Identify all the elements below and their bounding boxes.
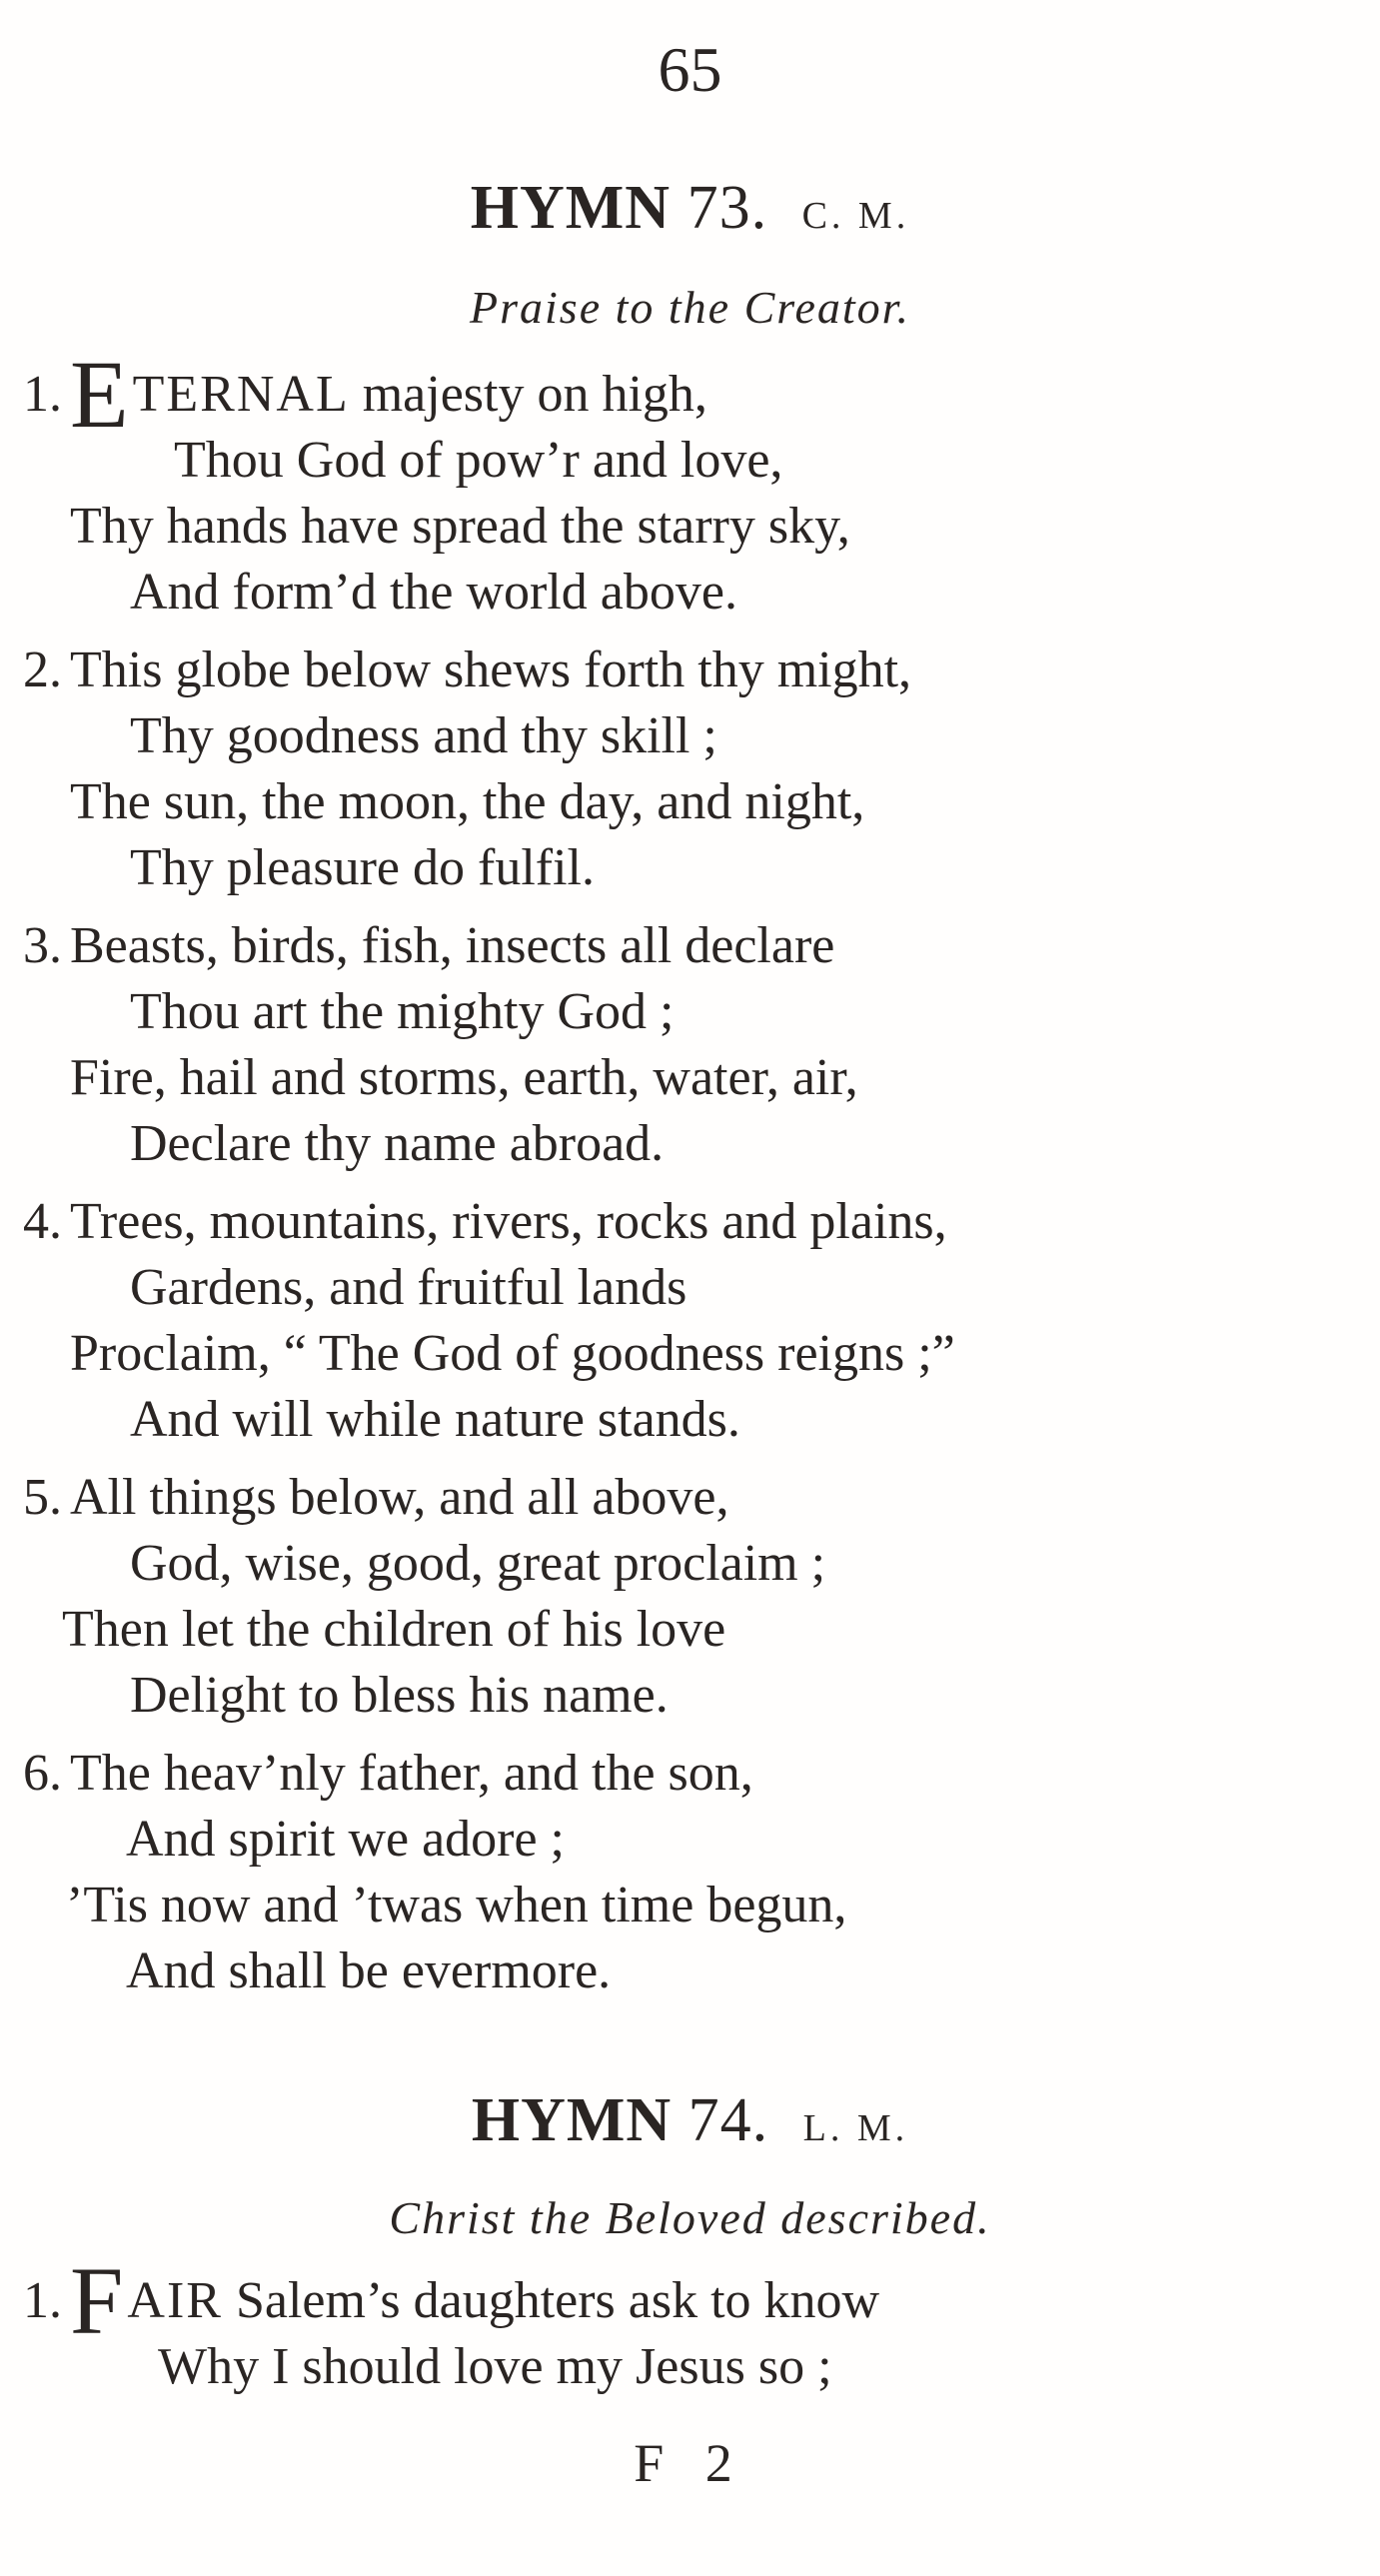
hymn-number: 73. [687, 174, 768, 242]
verse-line [0, 769, 1380, 835]
verse-line [0, 341, 1380, 448]
verse-5 [0, 1465, 1380, 1729]
verse-line [0, 913, 1380, 979]
drop-capital: E [70, 341, 129, 448]
verse-line-text: Thou God of pow’r and love, [174, 432, 783, 489]
verse-line-text: The sun, the moon, the day, and night, [70, 773, 865, 830]
verse-line-text: Then let the children of his love [62, 1601, 726, 1658]
hymn-meter: C. M. [801, 195, 910, 237]
hymn-label: HYMN [470, 174, 672, 242]
verse-line [0, 494, 1380, 560]
first-line-tail: Salem’s daughters ask to know [222, 2272, 880, 2329]
verse-number: 4. [23, 1193, 62, 1250]
page-number: 65 [658, 34, 722, 105]
verse-line [0, 1873, 1380, 1938]
verse-line-text: Fire, hail and storms, earth, water, air, [70, 1049, 858, 1106]
verse-number: 3. [23, 917, 62, 974]
verse-line [0, 2334, 1380, 2400]
verse-6 [0, 1741, 1380, 2004]
verse-line-text: And shall be evermore. [126, 1942, 612, 1999]
verse-first-line [70, 341, 707, 448]
verse-line [0, 1663, 1380, 1729]
verse-line-text: All things below, and all above, [70, 1469, 729, 1526]
drop-capital: F [70, 2247, 124, 2354]
verse-line-text: Thy goodness and thy skill ; [130, 707, 717, 764]
verse-line [0, 1741, 1380, 1807]
verse-line [0, 638, 1380, 703]
verse-line [0, 560, 1380, 626]
verse-number: 6. [23, 1745, 62, 1802]
verse-line-text: Beasts, birds, fish, insects all declare [70, 917, 835, 974]
hymn-73-title [0, 168, 1380, 256]
verse-line-text: Delight to bless his name. [130, 1667, 669, 1724]
hymn-73-subtitle: Praise to the Creator. [470, 282, 910, 333]
verse-line-text: Gardens, and fruitful lands [130, 1259, 688, 1316]
verse-line-text: And spirit we adore ; [126, 1811, 566, 1868]
hymn-meter: L. M. [802, 2107, 909, 2149]
verse-line [0, 2247, 1380, 2354]
verse-line [0, 428, 1380, 494]
verse-line [0, 1938, 1380, 2004]
verse-line [0, 1531, 1380, 1597]
verse-line-text: Trees, mountains, rivers, rocks and plains, [70, 1193, 947, 1250]
verse-1 [0, 341, 1380, 626]
hymn-number: 74. [688, 2086, 769, 2154]
verse-line-text: Thou art the mighty God ; [130, 983, 675, 1040]
verse-line-text: Declare thy name abroad. [130, 1115, 665, 1172]
verse-line [0, 703, 1380, 769]
hymn-label: HYMN [471, 2086, 673, 2154]
hymn-74-subtitle: Christ the Beloved described. [389, 2192, 991, 2243]
verse-line-text: Thy pleasure do fulfil. [130, 839, 595, 896]
verse-line-text: Proclaim, “ The God of goodness reigns ;” [70, 1325, 955, 1382]
verse-line [0, 1597, 1380, 1663]
verse-line-text: This globe below shews forth thy might, [70, 642, 912, 698]
verse-line [0, 1465, 1380, 1531]
verse-line [0, 1189, 1380, 1255]
verse-1 [0, 2247, 1380, 2400]
first-word-rest: TERNAL [132, 366, 350, 423]
verse-line-text: God, wise, good, great proclaim ; [130, 1535, 826, 1592]
verse-number: 1. [23, 366, 62, 423]
verse-line-text: The heav’nly father, and the son, [70, 1745, 753, 1802]
verse-line [0, 1387, 1380, 1453]
verse-3 [0, 913, 1380, 1177]
verse-line-text: And form’d the world above. [130, 564, 737, 621]
verse-line-text: Thy hands have spread the starry sky, [70, 498, 850, 555]
verse-line [0, 835, 1380, 901]
hymn-74-verses [0, 2247, 1380, 2400]
verse-line [0, 979, 1380, 1045]
verse-line [0, 1807, 1380, 1873]
hymn-73-verses [0, 341, 1380, 2004]
verse-line-text: And will while nature stands. [130, 1391, 740, 1448]
first-line-tail: majesty on high, [349, 366, 707, 423]
verse-line [0, 1111, 1380, 1177]
verse-number: 5. [23, 1469, 62, 1526]
verse-4 [0, 1189, 1380, 1453]
verse-line [0, 1321, 1380, 1387]
verse-line [0, 1255, 1380, 1321]
verse-2 [0, 638, 1380, 901]
verse-number: 1. [23, 2272, 62, 2329]
verse-line-text: Why I should love my Jesus so ; [158, 2338, 832, 2395]
hymn-74-title [0, 2080, 1380, 2168]
verse-line-text: ’Tis now and ’twas when time begun, [66, 1877, 847, 1933]
verse-first-line [70, 2247, 880, 2354]
verse-line [0, 1045, 1380, 1111]
signature-mark: F 2 [634, 2433, 746, 2493]
first-word-rest: AIR [127, 2272, 223, 2329]
verse-number: 2. [23, 642, 62, 698]
